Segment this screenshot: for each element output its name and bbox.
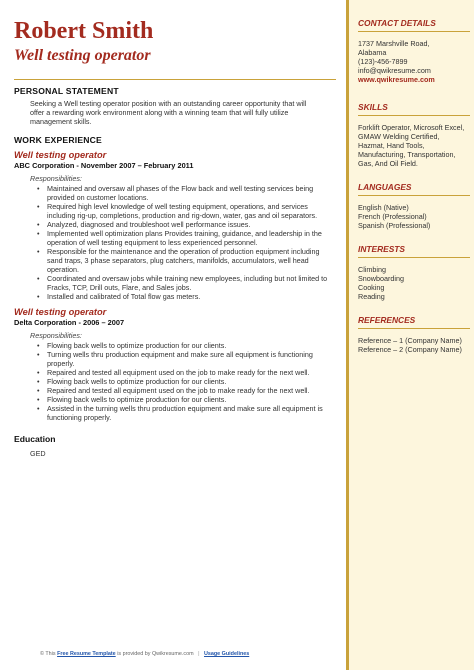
list-item: • Flowing back wells to optimize production for our clients. — [47, 395, 336, 404]
experience-heading: WORK EXPERIENCE — [14, 135, 102, 145]
skills-text: Forklift Operator, Microsoft Excel, GMAW Welding Certified, Hazmat, Hand Tools, Manufacturing, Transportation, Gas, And Oil Field. — [358, 123, 465, 168]
list-item: Reading — [358, 292, 385, 301]
responsibilities-label: Responsibilities: — [30, 331, 82, 340]
list-item: Cooking — [358, 283, 385, 292]
interests-heading: INTERESTS — [358, 244, 470, 258]
references-list — [358, 336, 468, 354]
footer-separator: | — [198, 651, 200, 657]
main-column — [14, 18, 336, 458]
address-line-2: Alabama — [358, 48, 387, 57]
website-link[interactable]: www.qwikresume.com — [358, 75, 435, 84]
languages-section — [358, 182, 474, 230]
list-item: French (Professional) — [358, 212, 427, 221]
candidate-name: Robert Smith — [14, 18, 154, 44]
languages-heading: LANGUAGES — [358, 182, 470, 196]
footer-provided: is provided by — [117, 651, 151, 657]
divider — [14, 79, 336, 80]
footer-copyright: © This — [40, 651, 56, 657]
list-item: • Analyzed, diagnosed and troubleshoot well performance issues. — [47, 220, 336, 229]
list-item: Snowboarding — [358, 274, 404, 283]
list-item: • Assisted in the turning wells thru production equipment and make sure all equipment is functioning properly. — [47, 404, 336, 422]
references-heading: REFERENCES — [358, 315, 470, 329]
list-item: • Implemented well optimization plans Provides training, guidance, and leadership in the operation of well testing equipment to less experienced personnel. — [47, 229, 336, 247]
list-item: • Responsible for the maintenance and the operation of production equipment including sand traps, 3 phase separators, plug catchers, manifolds, accumulators, well head operation. — [47, 247, 336, 274]
email[interactable]: info@qwikresume.com — [358, 66, 431, 75]
responsibilities-label: Responsibilities: — [30, 174, 82, 183]
footer-site: Qwikresume.com — [151, 651, 194, 657]
list-item: • Flowing back wells to optimize production for our clients. — [47, 377, 336, 386]
job-company: ABC Corporation - November 2007 – February 2011 — [14, 161, 194, 170]
job-entry — [14, 150, 336, 301]
list-item: • Flowing back wells to optimize production for our clients. — [47, 341, 336, 350]
job-title: Well testing operator — [14, 307, 107, 317]
list-item: • Coordinated and oversaw jobs while training new employees, including but not limited to Fracks, TCP, Drill outs, Flare, and Sales jobs. — [47, 274, 336, 292]
list-item: • Repaired and tested all equipment used on the job to make ready for the next well. — [47, 386, 336, 395]
list-item: Reference – 2 (Company Name) — [358, 345, 462, 354]
list-item: • Installed and calibrated of Total flow gas meters. — [47, 292, 336, 301]
contact-section — [358, 18, 474, 84]
sidebar — [346, 0, 474, 670]
skills-section — [358, 102, 474, 168]
interests-list — [358, 265, 468, 301]
list-item: • Repaired and tested all equipment used on the job to make ready for the next well. — [47, 368, 336, 377]
list-item: • Required high level knowledge of well testing equipment, operations, and services including rig-up, completions, production and rig-down, water, gas and oil separators. — [47, 202, 336, 220]
list-item: • Turning wells thru production equipment and make sure all equipment is functioning properly. — [47, 350, 336, 368]
list-item: Climbing — [358, 265, 386, 274]
skills-heading: SKILLS — [358, 102, 470, 116]
address-line-1: 1737 Marshville Road, — [358, 39, 430, 48]
languages-list — [358, 203, 468, 230]
statement-heading: PERSONAL STATEMENT — [14, 86, 119, 96]
references-section — [358, 315, 474, 354]
job-title: Well testing operator — [14, 150, 107, 160]
contact-heading: CONTACT DETAILS — [358, 18, 470, 32]
responsibilities-list — [14, 184, 336, 301]
education-heading: Education — [14, 434, 56, 444]
list-item: English (Native) — [358, 203, 409, 212]
job-entry — [14, 307, 336, 422]
usage-guidelines-link[interactable]: Usage Guidelines — [204, 651, 250, 657]
phone: (123)-456-7899 — [358, 57, 408, 66]
list-item: • Maintained and oversaw all phases of the Flow back and well testing services being provided on customer locations. — [47, 184, 336, 202]
list-item: Spanish (Professional) — [358, 221, 431, 230]
contact-body — [358, 39, 468, 84]
education-value: GED — [30, 449, 46, 458]
responsibilities-list — [14, 341, 336, 422]
template-link[interactable]: Free Resume Template — [57, 651, 116, 657]
list-item: Reference – 1 (Company Name) — [358, 336, 462, 345]
statement-text: Seeking a Well testing operator position with an outstanding career opportunity that will offer a rewarding work environment along with a winning team that will fully utilize management skills. — [30, 99, 307, 126]
footer — [40, 651, 340, 657]
candidate-title: Well testing operator — [14, 47, 151, 64]
interests-section — [358, 244, 474, 301]
job-company: Delta Corporation - 2006 – 2007 — [14, 318, 125, 327]
